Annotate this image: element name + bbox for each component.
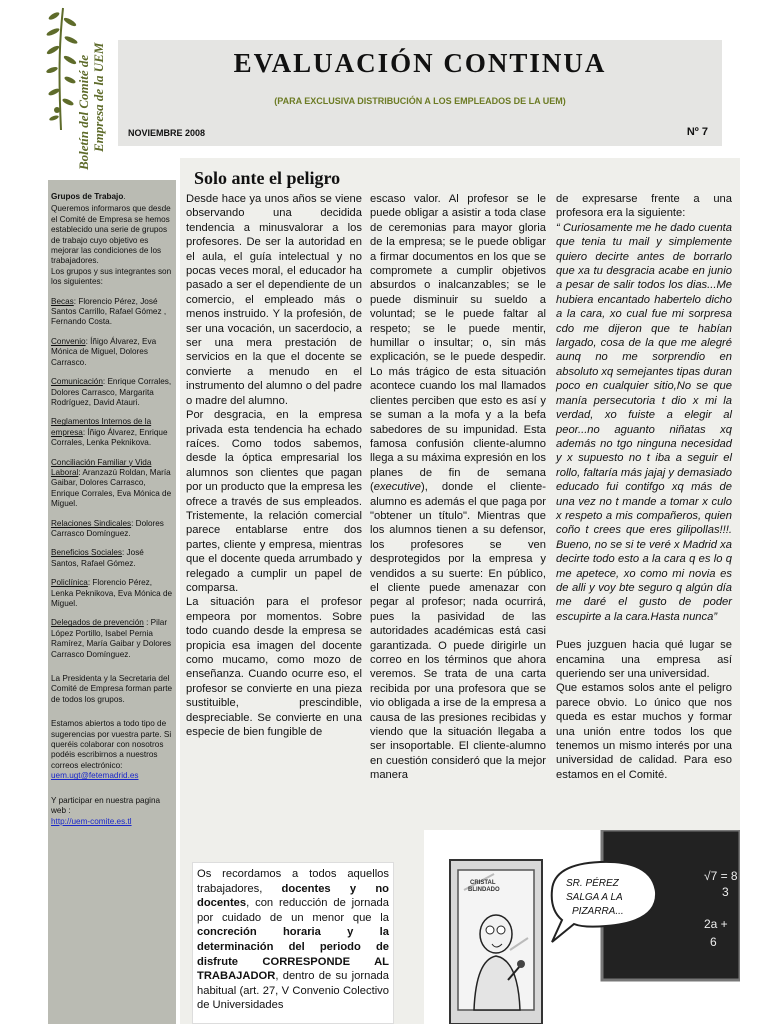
newsletter-vertical-title: Boletín del Comité de Empresa de la UEM: [76, 42, 106, 170]
sidebar-heading: Grupos de Trabajo: [51, 192, 124, 201]
article-column-1: Desde hace ya unos años se viene observando una decidida tendencia a minusvalorar a los profesores. De ser la autoridad en el aula, el guía intelectual y no pocas veces moral, el educador ha pasado a ser el dependiente de un comercio, el empleado más o menos instruido. Y la profesión, de ser una vocación, un sacerdocio, a ser una mera prestación de servicios en la que el docente se convierte a menudo en el instrumento del alumno o del padre o madre del alumno. Por desgracia, en la empresa privada esta tendencia ha echado raíces. Como todos sabemos, desde la óptica empresarial los alumnos son clientes que pagan por un producto que la empresa les ofrece a través de sus empleados. Tristemente, la relación comercial parece entablarse entre dos partes, cliente y empresa, mientras que el docente queda arrumbado y relegado a cumplir un papel de comparsa. La situación para el profesor empeora por momentos. Sobre todo cuando desde la empresa se propicia esa imagen del docente como mucamo, como mozo de enseñanza. Cuando ocurre eso, el profesor se convierte en una pieza sustituible, prescindible, despreciable. Se convierte en una especie de bien fungible de: [186, 193, 363, 739]
issue-number: Nº 7: [686, 126, 708, 138]
group-item: Becas: Florencio Pérez, José Santos Carrillo, Rafael Gómez , Fernando Costa.: [51, 296, 167, 327]
svg-text:6: 6: [710, 935, 717, 949]
newsletter-title: EVALUACIÓN CONTINUA: [233, 48, 607, 78]
group-item: Policlínica: Florencio Pérez, Lenka Peknikova, Eva Mónica de Miguel.: [51, 578, 173, 608]
svg-text:3: 3: [722, 885, 729, 899]
sidebar-president-note: La Presidenta y la Secretaria del Comité de Empresa forman parte de todos los grupos.: [51, 674, 173, 704]
svg-text:BLINDADO: BLINDADO: [468, 887, 500, 893]
svg-text:SALGA A LA: SALGA A LA: [566, 892, 623, 903]
group-item: Relaciones Sindicales: Dolores Carrasco Domínguez.: [51, 518, 164, 538]
quoted-email: “ Curiosamente me he dado cuenta que tenia tu mail y simplemente quiero decirte antes de borrarlo que xa tu desgracia acabe en junio a pesar de salir todos los dias...Me hubiera encantado habertelo dicho a la cara, xo cual fue mi sorpresa cdo me dijeron que te habían largado, cosa de la que me alegré aunq no me sorprendio en absoluto xq semejantes tipas duran poco en cualquier sitio,No se que manía persecutoria t dio x mi la verdad, xo fuiste a elegir al peor...no aguanto niñatas xq además no tgo ninguna necesidad y x supuesto no t iba a seguir el rollo, faltaría más jajaj y demasiado educado fui contifgo xq más de una vez no t mande a tomar x culo x respeto a mis compañeros, quien coño t crees que eres gilipollas!!!. Bueno, no se si te veré x Madrid xa decirte todo esto a la cara q es lo q me apetece, xo como mi novia es de alli y voy bte seguro q algún día me daré el gusto de poder escupirte a la cara.Hasta nunca”: [556, 221, 733, 623]
cartoon-illustration: [424, 830, 740, 1024]
group-item: Delegados de prevención : Pilar López Portillo, Isabel Pernia Ramírez, María Gaibar y Dolores Carrasco Domínguez.: [51, 618, 172, 659]
sidebar-working-groups: Grupos de Trabajo. Queremos informaros que desde el Comité de Empresa se hemos establecido una serie de grupos de trabajo cuyo objetivo es mejorar las condiciones de los trabajadores. Los grupos y sus integrantes son los siguientes: Becas: Florencio Pérez, José Santos Carrillo, Rafael Gómez , Fernando Costa. Convenio: Íñigo Álvarez, Eva Mónica de Miguel, Dolores Carrasco. Comunicación: Enrique Corrales, Dolores Carrasco, Margarita Rodríguez, David Atauri. Reglamentos Internos de la empresa: Íñigo Álvarez, Enrique Corrales, Lenka Peknikova. Conciliación Familiar y Vida Laboral: Aranzazú Roldan, María Gaibar, Dolores Carrasco, Enrique Corrales, Eva Mónica de Miguel. Relaciones Sindicales: Dolores Carrasco Domínguez. Beneficios Sociales: José Santos, Rafael Gómez. Policlínica: Florencio Pérez, Lenka Peknikova, Eva Mónica de Miguel. Delegados de prevención : Pilar López Portillo, Isabel Pernia Ramírez, María Gaibar y Dolores Carrasco Domínguez. La Presidenta y la Secretaria del Comité de Empresa forman parte de todos los grupos. Estamos abiertos a todo tipo de sugerencias por vuestra parte. Si queréis colaborar con nosotros podéis escribirnos a nuestros correos electrónico: uem.ugt@fetemadrid.es Y participar en nuestra pagina web : http://uem-comite.es.tl: [48, 180, 176, 1024]
sidebar-contact: Estamos abiertos a todo tipo de sugerencias por vuestra parte. Si queréis colaborar con nosotros podéis escribirnos a nuestros correos electrónico: uem.ugt@fetemadrid.es: [51, 719, 172, 781]
sidebar-intro-2: Los grupos y sus integrantes son los siguientes:: [51, 266, 172, 287]
sidebar-web: Y participar en nuestra pagina web : http://uem-comite.es.tl: [51, 795, 161, 826]
svg-text:PIZARRA...: PIZARRA...: [572, 906, 624, 917]
header: [118, 40, 722, 146]
svg-text:SR. PÉREZ: SR. PÉREZ: [566, 878, 619, 889]
article-column-2: escaso valor. Al profesor se le puede obligar a asistir a toda clase de ceremonias para mayor gloria de la empresa; se le puede obligar a firmar documentos en los que se compromete a cumplir objetivos absurdos o inalcanzables; se le puede disminuir su sueldo a voluntad; se le puede faltar al respeto; se le puede mentir, humillar o insultar; o, sin más explicación, se le puede despedir. Lo más trágico de esta situación acontece cuando los mal llamados clientes perciben que esto es así y se suman a la mofa y a la befa sabedores de su impunidad. Esta famosa confusión cliente-alumno llega a su máxima expresión en los planes de fin de semana (executive), donde el cliente-alumno es además el que paga por "obtener un título". Mientras que los alumnos tienen a su defensor, los profesores se ven desprotegidos por la empresa y vendidos a su suerte: En público, el cliente puede amenazar con pegar al profesor; nada ocurrirá, pues la pasividad de las autoridades académicas está casi garantizada. O puede dirigirle un correo en los términos que ahora veremos. Se trata de una carta recibida por una profesora que se vio obligada a irse de la empresa a causa de las presiones recibidas y viendo que la situación llegaba a ser insoportable. El cliente-alumno en cuestión consideró que la mejor manera: [370, 193, 546, 782]
reduced-hours-notice: Os recordamos a todos aquellos trabajadores, docentes y no docentes, con reducción de jornada por cuidado de un menor que la concreción horaria y la determinación del periodo de disfrute CORRESPONDE AL TRABAJADOR, dentro de su jornada habitual (art. 27, V Convenio Colectivo de Universidades: [192, 862, 394, 1024]
group-item: Beneficios Sociales: José Santos, Rafael Gómez.: [51, 548, 144, 568]
issue-date: NOVIEMBRE 2008: [128, 128, 206, 138]
article-column-3: de expresarse frente a una profesora era la siguiente: “ Curiosamente me he dado cuenta que tenia tu mail y simplemente quiero decirte antes de borrarlo que xa tu desgracia acabe en junio a pesar de salir todos los dias...Me hubiera encantado habertelo dicho a la cara, xo cual fue mi sorpresa cdo me dijeron que te habían largado, cosa de la que me alegré aunq no me sorprendio en absoluto xq semejantes tipas duran poco en cualquier sitio,No se que manía persecutoria t dio x mi la verdad, xo fuiste a elegir al peor...no aguanto niñatas xq además no tgo ninguna necesidad y x supuesto no t iba a seguir el rollo, faltaría más jajaj y demasiado educado fui contifgo xq más de una vez no t mande a tomar x culo x respeto a mis compañeros, quien coño t crees que eres gilipollas!!!. Bueno, no se si te veré x Madrid xa decirte todo esto a la cara q es lo q me apetece, xo como mi novia es de alli y voy bte seguro q algún día me daré el gusto de poder escupirte a la cara.Hasta nunca” Pues juzguen hacia qué lugar se encamina una empresa así queriendo ser una universidad. Que estamos solos ante el peligro parece obvio. Lo único que nos queda es estar muchos y formar una unión entre todos los que tenemos un mismo interés por una universidad de calidad. Para eso estamos en el Comité.: [556, 193, 733, 781]
group-item: Conciliación Familiar y Vida Laboral: Aranzazú Roldan, María Gaibar, Dolores Carrasco, Enrique Corrales, Eva Mónica de Miguel.: [51, 457, 172, 509]
olive-branch-logo: [46, 6, 80, 132]
sidebar-intro: Queremos informaros que desde el Comité de Empresa se hemos establecido una serie de grupos de trabajo cuyo objetivo es mejorar las condiciones de los trabajadores.: [51, 204, 171, 266]
svg-text:CRISTAL: CRISTAL: [470, 880, 496, 886]
svg-text:2a +: 2a +: [704, 917, 728, 931]
email-link[interactable]: uem.ugt@fetemadrid.es: [51, 771, 139, 781]
web-link[interactable]: http://uem-comite.es.tl: [51, 816, 132, 826]
newsletter-subtitle: (PARA EXCLUSIVA DISTRIBUCIÓN A LOS EMPLEADOS DE LA UEM): [274, 96, 566, 106]
article-title: Solo ante el peligro: [194, 168, 341, 188]
svg-text:√7 = 8: √7 = 8: [704, 869, 738, 883]
group-item: Convenio: Íñigo Álvarez, Eva Mónica de Miguel, Dolores Carrasco.: [51, 336, 157, 367]
group-item: Comunicación: Enrique Corrales, Dolores Carrasco, Margarita Rodríguez, David Atauri.: [51, 377, 172, 407]
group-item: Reglamentos Internos de la empresa: Íñigo Álvarez, Enrique Corrales, Lenka Peknikova.: [51, 417, 168, 448]
